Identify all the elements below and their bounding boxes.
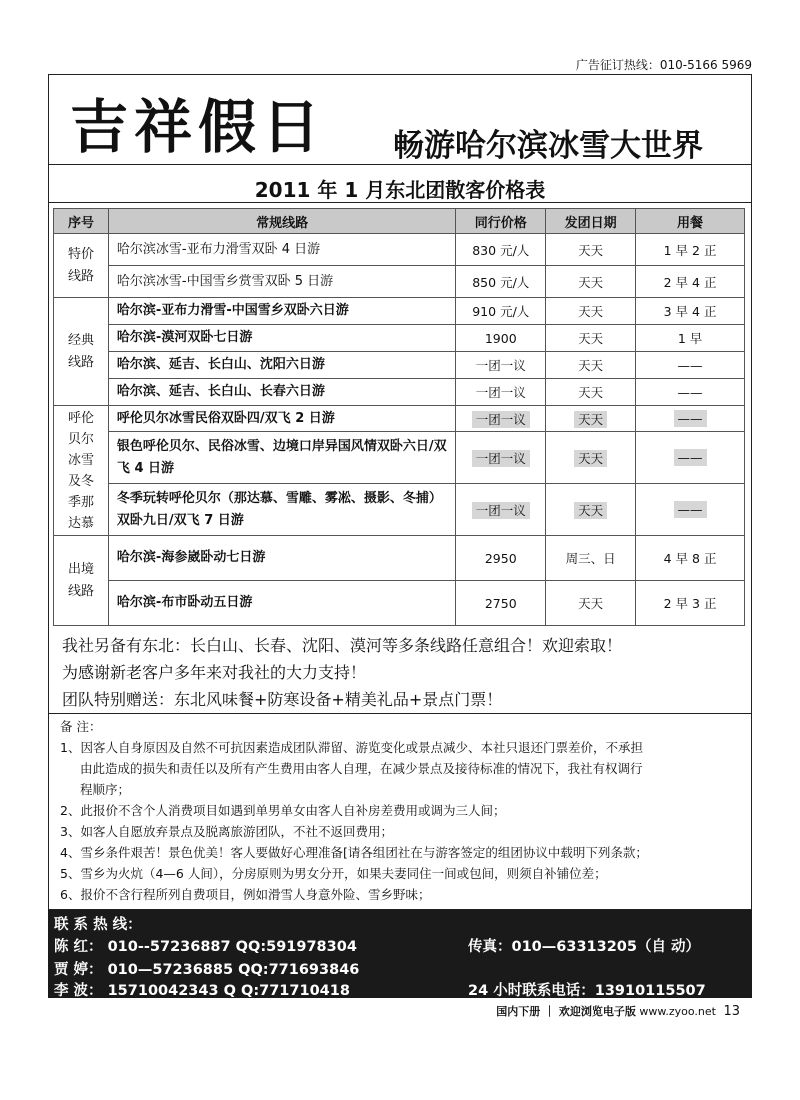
category-outbound: 出境 线路 bbox=[54, 536, 109, 626]
route-cell: 呼伦贝尔冰雪民俗双卧四/双飞 2 日游 bbox=[108, 406, 455, 432]
footer-section: 国内下册 ｜ 欢迎浏览电子版 bbox=[496, 1005, 636, 1018]
note-item: 6、报价不含行程所列自费项目，例如滑雪人身意外险、雪乡野味； bbox=[60, 887, 431, 902]
promo-block bbox=[62, 632, 622, 713]
table-row bbox=[54, 234, 745, 266]
table-header-row bbox=[54, 209, 745, 234]
notes-block bbox=[60, 716, 746, 905]
meal-cell: 2 早 4 正 bbox=[636, 266, 745, 298]
meal-cell: —— bbox=[674, 449, 707, 466]
price-cell: 850 元/人 bbox=[456, 266, 546, 298]
brand-logo: 吉祥假日 bbox=[70, 93, 327, 161]
note-item: 2、此报价不含个人消费项目如遇到单男单女由客人自补房差费用或调为三人间； bbox=[60, 803, 506, 818]
table-row bbox=[54, 484, 745, 536]
price-cell: 一团一议 bbox=[472, 502, 530, 519]
promo-line: 为感谢新老客户多年来对我社的大力支持！ bbox=[62, 663, 367, 682]
slogan: 畅游哈尔滨冰雪大世界 bbox=[393, 128, 703, 164]
table-row bbox=[54, 266, 745, 298]
price-cell: 2950 bbox=[456, 536, 546, 581]
meal-cell: —— bbox=[636, 379, 745, 406]
price-cell: 一团一议 bbox=[456, 352, 546, 379]
date-cell: 周三、日 bbox=[546, 536, 636, 581]
contact-24h-hotline: 24 小时联系电话：13910115507 bbox=[468, 983, 706, 999]
date-cell: 天天 bbox=[546, 581, 636, 626]
price-cell: 一团一议 bbox=[472, 450, 530, 467]
table-row bbox=[54, 432, 745, 484]
price-table bbox=[53, 208, 745, 626]
table-row bbox=[54, 298, 745, 325]
notes-divider bbox=[48, 713, 752, 714]
table-row bbox=[54, 325, 745, 352]
meal-cell: 1 早 2 正 bbox=[636, 234, 745, 266]
header-divider bbox=[48, 164, 752, 165]
price-cell: 830 元/人 bbox=[456, 234, 546, 266]
header-price: 同行价格 bbox=[456, 209, 546, 234]
meal-cell: 3 早 4 正 bbox=[636, 298, 745, 325]
page-footer bbox=[496, 1003, 740, 1019]
category-classic: 经典 线路 bbox=[54, 298, 109, 406]
category-special: 特价 线路 bbox=[54, 234, 109, 298]
meal-cell: —— bbox=[636, 352, 745, 379]
meal-cell: 4 早 8 正 bbox=[636, 536, 745, 581]
route-cell: 哈尔滨冰雪-中国雪乡赏雪双卧 5 日游 bbox=[108, 266, 455, 298]
price-cell: 2750 bbox=[456, 581, 546, 626]
contact-li-bo: 李 波： 15710042343 Q Q:771710418 bbox=[54, 983, 350, 999]
table-title: 2011 年 1 月东北团散客价格表 bbox=[254, 178, 546, 202]
route-cell: 哈尔滨、延吉、长白山、长春六日游 bbox=[108, 379, 455, 406]
header-date: 发团日期 bbox=[546, 209, 636, 234]
date-cell: 天天 bbox=[574, 502, 607, 519]
route-cell: 哈尔滨、延吉、长白山、沈阳六日游 bbox=[108, 352, 455, 379]
date-cell: 天天 bbox=[546, 266, 636, 298]
header-route: 常规线路 bbox=[108, 209, 455, 234]
note-item: 4、雪乡条件艰苦！景色优美！客人要做好心理准备[请各组团社在与游客签定的组团协议中载明下列条款； bbox=[60, 845, 648, 860]
meal-cell: 2 早 3 正 bbox=[636, 581, 745, 626]
contact-jia-ting: 贾 婷： 010—57236885 QQ:771693846 bbox=[54, 962, 360, 978]
route-cell: 哈尔滨-海参崴卧动七日游 bbox=[108, 536, 455, 581]
contact-title: 联 系 热 线： bbox=[54, 917, 142, 933]
title-divider bbox=[48, 202, 752, 203]
date-cell: 天天 bbox=[546, 325, 636, 352]
date-cell: 天天 bbox=[574, 450, 607, 467]
contact-panel bbox=[48, 910, 752, 998]
note-item: 程顺序； bbox=[80, 782, 131, 797]
route-cell: 银色呼伦贝尔、民俗冰雪、边境口岸异国风情双卧六日/双飞 4 日游 bbox=[108, 432, 455, 484]
category-hulunbuir: 呼伦 贝尔 冰雪 及冬 季那 达慕 bbox=[54, 406, 109, 536]
route-cell: 哈尔滨-布市卧动五日游 bbox=[108, 581, 455, 626]
meal-cell: —— bbox=[674, 410, 707, 427]
route-cell: 哈尔滨-亚布力滑雪-中国雪乡双卧六日游 bbox=[108, 298, 455, 325]
date-cell: 天天 bbox=[546, 379, 636, 406]
notes-title: 备 注： bbox=[60, 719, 102, 734]
ad-hotline: 广告征订热线：010-5166 5969 bbox=[575, 58, 752, 72]
price-cell: 1900 bbox=[456, 325, 546, 352]
header-index: 序号 bbox=[54, 209, 109, 234]
table-row bbox=[54, 352, 745, 379]
table-row bbox=[54, 379, 745, 406]
note-item: 1、因客人自身原因及自然不可抗因素造成团队滞留、游览变化或景点减少、本社只退还门票差价，不承担 bbox=[60, 740, 643, 755]
footer-site: www.zyoo.net bbox=[639, 1005, 716, 1018]
date-cell: 天天 bbox=[546, 352, 636, 379]
price-cell: 910 元/人 bbox=[456, 298, 546, 325]
date-cell: 天天 bbox=[546, 298, 636, 325]
note-item: 由此造成的损失和责任以及所有产生费用由客人自理，在减少景点及接待标准的情况下，我社有权调行 bbox=[80, 761, 643, 776]
promo-line: 我社另备有东北：长白山、长春、沈阳、漠河等多条线路任意组合！欢迎索取！ bbox=[62, 636, 623, 655]
table-row bbox=[54, 536, 745, 581]
route-cell: 哈尔滨冰雪-亚布力滑雪双卧 4 日游 bbox=[108, 234, 455, 266]
price-cell: 一团一议 bbox=[472, 411, 530, 428]
contact-fax: 传真：010—63313205（自 动） bbox=[468, 939, 701, 955]
meal-cell: —— bbox=[674, 501, 707, 518]
header-meal: 用餐 bbox=[636, 209, 745, 234]
table-row bbox=[54, 581, 745, 626]
meal-cell: 1 早 bbox=[636, 325, 745, 352]
date-cell: 天天 bbox=[574, 411, 607, 428]
contact-chen-hong: 陈 红： 010--57236887 QQ:591978304 bbox=[54, 939, 357, 955]
route-cell: 哈尔滨-漠河双卧七日游 bbox=[108, 325, 455, 352]
note-item: 3、如客人自愿放弃景点及脱离旅游团队，不社不返回费用； bbox=[60, 824, 393, 839]
route-cell: 冬季玩转呼伦贝尔（那达慕、雪雕、雾凇、摄影、冬捕）双卧九日/双飞 7 日游 bbox=[108, 484, 455, 536]
note-item: 5、雪乡为火炕（4—6 人间），分房原则为男女分开，如果夫妻同住一间或包间，则须自补铺位差； bbox=[60, 866, 607, 881]
table-row bbox=[54, 406, 745, 432]
promo-line: 团队特别赠送：东北风味餐+防寒设备+精美礼品+景点门票！ bbox=[62, 690, 503, 709]
date-cell: 天天 bbox=[546, 234, 636, 266]
price-cell: 一团一议 bbox=[456, 379, 546, 406]
page-number: 13 bbox=[723, 1004, 740, 1019]
